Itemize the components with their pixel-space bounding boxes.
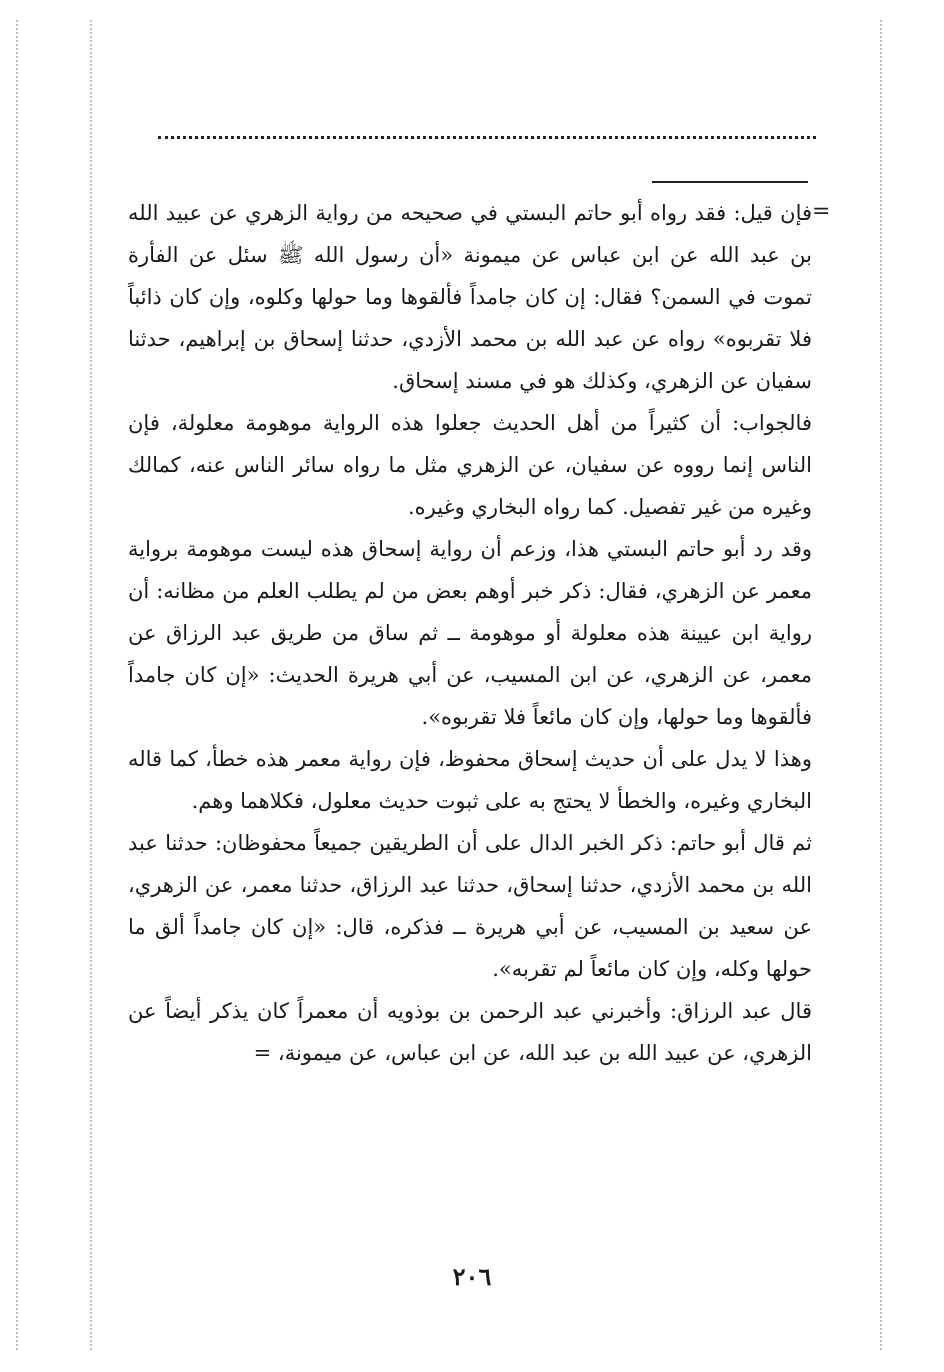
footnote-continuation-marker: = xyxy=(812,199,831,224)
paragraph: وهذا لا يدل على أن حديث إسحاق محفوظ، فإن رواية معمر هذه خطأ، كما قاله البخاري وغيره، والخطأ لا يحتج به على ثبوت حديث معلول، فكلاهما وهم. xyxy=(128,747,812,813)
scan-margin-dots xyxy=(90,20,92,1350)
paragraph: ثم قال أبو حاتم: ذكر الخبر الدال على أن الطريقين جميعاً محفوظان: حدثنا عبد الله بن محمد الأزدي، حدثنا إسحاق، حدثنا عبد الرزاق، حدثنا معمر، عن الزهري، عن سعيد بن المسيب، عن أبي هريرة ــ فذكره، قال: «إن كان جامداً ألق ما حولها وكله، وإن كان مائعاً لم تقربه». xyxy=(128,831,812,981)
scan-margin-dots xyxy=(16,20,18,1350)
paragraph: فإن قيل: فقد رواه أبو حاتم البستي في صحيحه من رواية الزهري عن عبيد الله بن عبد الله عن ابن عباس عن ميمونة «أن رسول الله ﷺ سئل عن الفأرة تموت في السمن؟ فقال: إن كان جامداً فألقوها وما حولها وكلوه، وإن كان ذائباً فلا تقربوه» رواه عن عبد الله بن محمد الأزدي، حدثنا إسحاق بن إبراهيم، حدثنا سفيان عن الزهري، وكذلك هو في مسند إسحاق. xyxy=(128,201,812,393)
footnote-text xyxy=(128,192,812,1074)
scan-margin-dots xyxy=(880,20,882,1350)
paragraph: قال عبد الرزاق: وأخبرني عبد الرحمن بن بوذويه أن معمراً كان يذكر أيضاً عن الزهري، عن عبيد الله بن عبد الله، عن ابن عباس، عن ميمونة، = xyxy=(128,999,812,1065)
header-dotted-rule xyxy=(158,136,816,139)
paragraph: وقد رد أبو حاتم البستي هذا، وزعم أن رواية إسحاق هذه ليست موهومة برواية معمر عن الزهري، فقال: ذكر خبر أوهم بعض من لم يطلب العلم من مظانه: أن رواية ابن عيينة هذه معلولة أو موهومة ــ ثم ساق من طريق عبد الرزاق عن معمر، عن الزهري، عن ابن المسيب، عن أبي هريرة الحديث: «إن كان جامداً فألقوها وما حولها، وإن كان مائعاً فلا تقربوه». xyxy=(128,537,812,729)
footnote-separator xyxy=(652,181,808,183)
page-number: ٢٠٦ xyxy=(452,1262,492,1291)
paragraph: فالجواب: أن كثيراً من أهل الحديث جعلوا هذه الرواية موهومة معلولة، فإن الناس إنما رووه عن سفيان، عن الزهري مثل ما رواه سائر الناس عنه، كمالك وغيره من غير تفصيل. كما رواه البخاري وغيره. xyxy=(128,411,812,519)
